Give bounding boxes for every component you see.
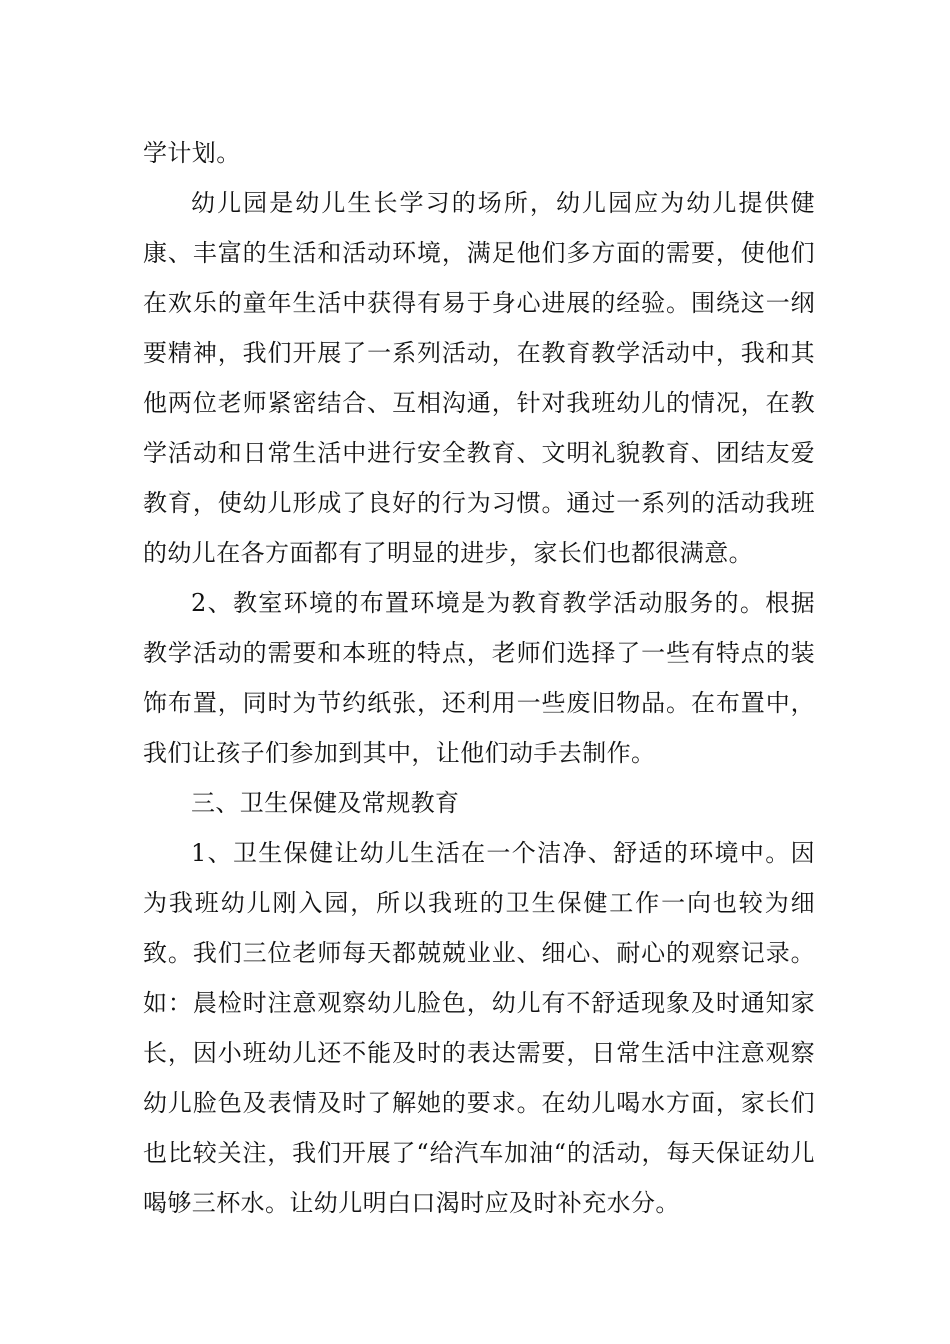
text-line: 年生活中获得有易于身心进展的经验。围绕这一纲要精神，我们开	[143, 289, 815, 367]
text-line: 1、卫生保健让幼儿生活在一个洁净、舒适的环境中。因为我班	[143, 839, 815, 917]
text-line: 车加油“的活动，每天保证幼儿喝够三杯水。让幼儿明白口渴时应	[143, 1139, 816, 1217]
text-line: 动的需要和本班的特点，老师们选择了一些有特点的装饰布置，同	[143, 639, 815, 717]
text-line: 2、教室环境的布置环境是为教育教学活动服务的。根据教学活	[143, 589, 815, 667]
text-line: 学计划。	[143, 139, 241, 167]
text-line: 老师每天都兢兢业业、细心、耐心的观察记录。如：晨检时注意观	[143, 939, 815, 1017]
text-line: 幼儿刚入园，所以我班的卫生保健工作一向也较为细致。我们三位	[143, 889, 815, 967]
text-line: 时为节约纸张，还利用一些废旧物品。在布置中，我们让孩子们参	[143, 689, 815, 767]
paragraph-kindergarten-environment	[143, 178, 815, 578]
paragraph-health-care	[143, 828, 815, 1228]
text-line: 幼儿园是幼儿生长学习的场所，幼儿园应为幼儿提供健康、丰	[143, 189, 815, 267]
text-line: 习惯。通过一系列的活动我班的幼儿在各方面都有了明显的进步，	[143, 489, 815, 567]
text-line: 家长们也都很满意。	[533, 539, 754, 567]
paragraph-continuation	[143, 128, 815, 178]
text-line: 的要求。在幼儿喝水方面，家长们也比较关注，我们开展了“给汽	[143, 1089, 815, 1167]
text-line: 富的生活和活动环境，满足他们多方面的需要，使他们在欢乐的童	[143, 239, 815, 317]
document-body	[143, 128, 815, 1228]
text-line: 察幼儿脸色，幼儿有不舒适现象及时通知家长，因小班幼儿还不能	[143, 989, 815, 1067]
text-line: 及时补充水分。	[509, 1189, 680, 1217]
text-line: 全教育、文明礼貌教育、团结友爱教育，使幼儿形成了良好的行为	[143, 439, 815, 517]
paragraph-classroom-layout	[143, 578, 815, 778]
text-line: 互相沟通，针对我班幼儿的情况，在教学活动和日常生活中进行安	[143, 389, 815, 467]
text-line: 加到其中，让他们动手去制作。	[313, 739, 656, 767]
text-line: 三、卫生保健及常规教育	[191, 789, 460, 817]
section-heading-hygiene	[143, 778, 815, 828]
text-line: 展了一系列活动，在教育教学活动中，我和其他两位老师紧密结合、	[143, 339, 815, 417]
text-line: 及时的表达需要，日常生活中注意观察幼儿脸色及表情及时了解她	[143, 1039, 815, 1117]
